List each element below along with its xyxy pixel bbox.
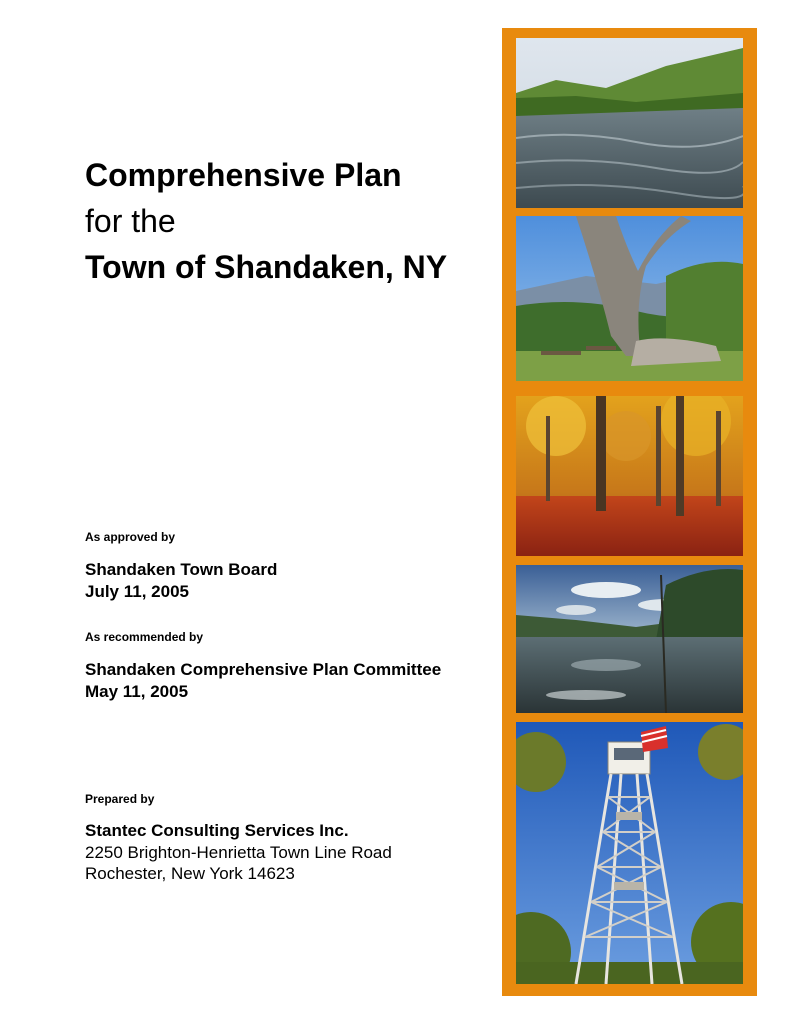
photo-fire-tower (516, 722, 743, 984)
title-block (85, 152, 447, 290)
photo-river (516, 38, 743, 208)
prepared-label: Prepared by (85, 792, 155, 806)
title-line-1: Comprehensive Plan (85, 157, 402, 193)
recommended-body: Shandaken Comprehensive Plan Committee (85, 660, 442, 679)
photo-strip (502, 28, 757, 996)
photo-autumn (516, 396, 743, 556)
prepared-firm: Stantec Consulting Services Inc. (85, 821, 349, 840)
recommended-label: As recommended by (85, 630, 204, 644)
title-line-3: Town of Shandaken, NY (85, 249, 448, 285)
prepared-address-1: 2250 Brighton-Henrietta Town Line Road (85, 843, 392, 862)
prepared-address-2: Rochester, New York 14623 (85, 864, 295, 883)
photo-lake (516, 565, 743, 713)
title-line-2: for the (85, 203, 176, 239)
approved-date: July 11, 2005 (85, 582, 189, 601)
recommended-date: May 11, 2005 (85, 682, 189, 701)
approved-label: As approved by (85, 530, 176, 544)
approved-body: Shandaken Town Board (85, 560, 278, 579)
photo-overlook (516, 216, 743, 381)
